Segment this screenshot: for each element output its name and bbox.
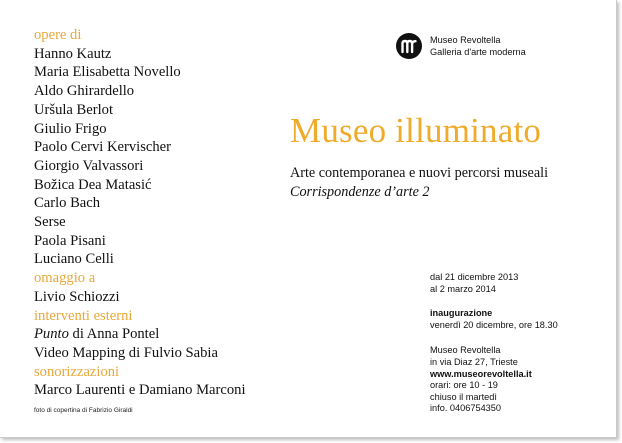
subtitle-series-text: Corrispondenze d’arte 2: [290, 183, 430, 200]
external-work-author: di Anna Pontel: [68, 326, 160, 343]
artist-name: Carlo Bach: [34, 195, 101, 212]
artist-name: Giorgio Valvassori: [34, 157, 144, 174]
phone-info: info. 0406754350: [430, 403, 502, 414]
artist-name: Božica Dea Matasić: [34, 176, 152, 193]
artist-name: Hanno Kautz: [34, 45, 112, 62]
external-heading: interventi esterni: [34, 307, 133, 324]
artist-name: Luciano Celli: [34, 251, 114, 268]
logo-text: [430, 34, 526, 59]
website-link[interactable]: www.museorevoltella.it: [430, 368, 532, 379]
exhibition-title: Museo illuminato: [290, 111, 542, 150]
exhibition-info: [430, 272, 558, 415]
artist-name: Paola Pisani: [34, 232, 106, 249]
artist-name: Aldo Ghirardello: [34, 83, 135, 100]
artist-name: Maria Elisabetta Novello: [34, 64, 181, 81]
spacer: [430, 331, 558, 345]
closing-day: chiuso il martedì: [430, 391, 497, 402]
venue-address: in via Diaz 27, Trieste: [430, 356, 518, 367]
inauguration-time: venerdì 20 dicembre, ore 18.30: [430, 319, 558, 330]
homage-name: Livio Schiozzi: [34, 288, 120, 305]
spacer: [430, 295, 558, 308]
exhibition-subtitle: [290, 164, 548, 201]
artists-heading: opere di: [34, 27, 82, 43]
date-range-start: dal 21 dicembre 2013: [430, 272, 519, 282]
sound-heading: sonorizzazioni: [34, 363, 120, 380]
photo-credit: foto di copertina di Fabrizio Giraldi: [34, 407, 133, 414]
museo-revoltella-logo-icon: [396, 33, 422, 59]
sound-names: Marco Laurenti e Damiano Marconi: [34, 382, 246, 399]
artist-name: Uršula Berlot: [34, 101, 114, 118]
artist-name: Giulio Frigo: [34, 120, 107, 137]
subtitle-line: Arte contemporanea e nuovi percorsi museali: [290, 165, 549, 181]
homage-heading: omaggio a: [34, 270, 96, 287]
opening-hours: orari: ore 10 - 19: [430, 380, 498, 391]
museum-logo: [396, 33, 526, 59]
inauguration-label: inaugurazione: [430, 308, 493, 319]
artist-name: Serse: [34, 214, 66, 231]
date-range-end: al 2 marzo 2014: [430, 283, 496, 294]
subtitle-series: [290, 183, 548, 202]
venue-name: Museo Revoltella: [430, 345, 501, 356]
video-mapping: Video Mapping di Fulvio Sabia: [34, 344, 218, 361]
external-work: [34, 325, 294, 344]
logo-line-museum: Museo Revoltella: [430, 34, 501, 45]
program-list: [34, 26, 294, 400]
logo-line-gallery: Galleria d'arte moderna: [430, 47, 526, 57]
external-work-title: Punto: [34, 326, 69, 343]
artist-name: Paolo Cervi Kervischer: [34, 139, 171, 156]
